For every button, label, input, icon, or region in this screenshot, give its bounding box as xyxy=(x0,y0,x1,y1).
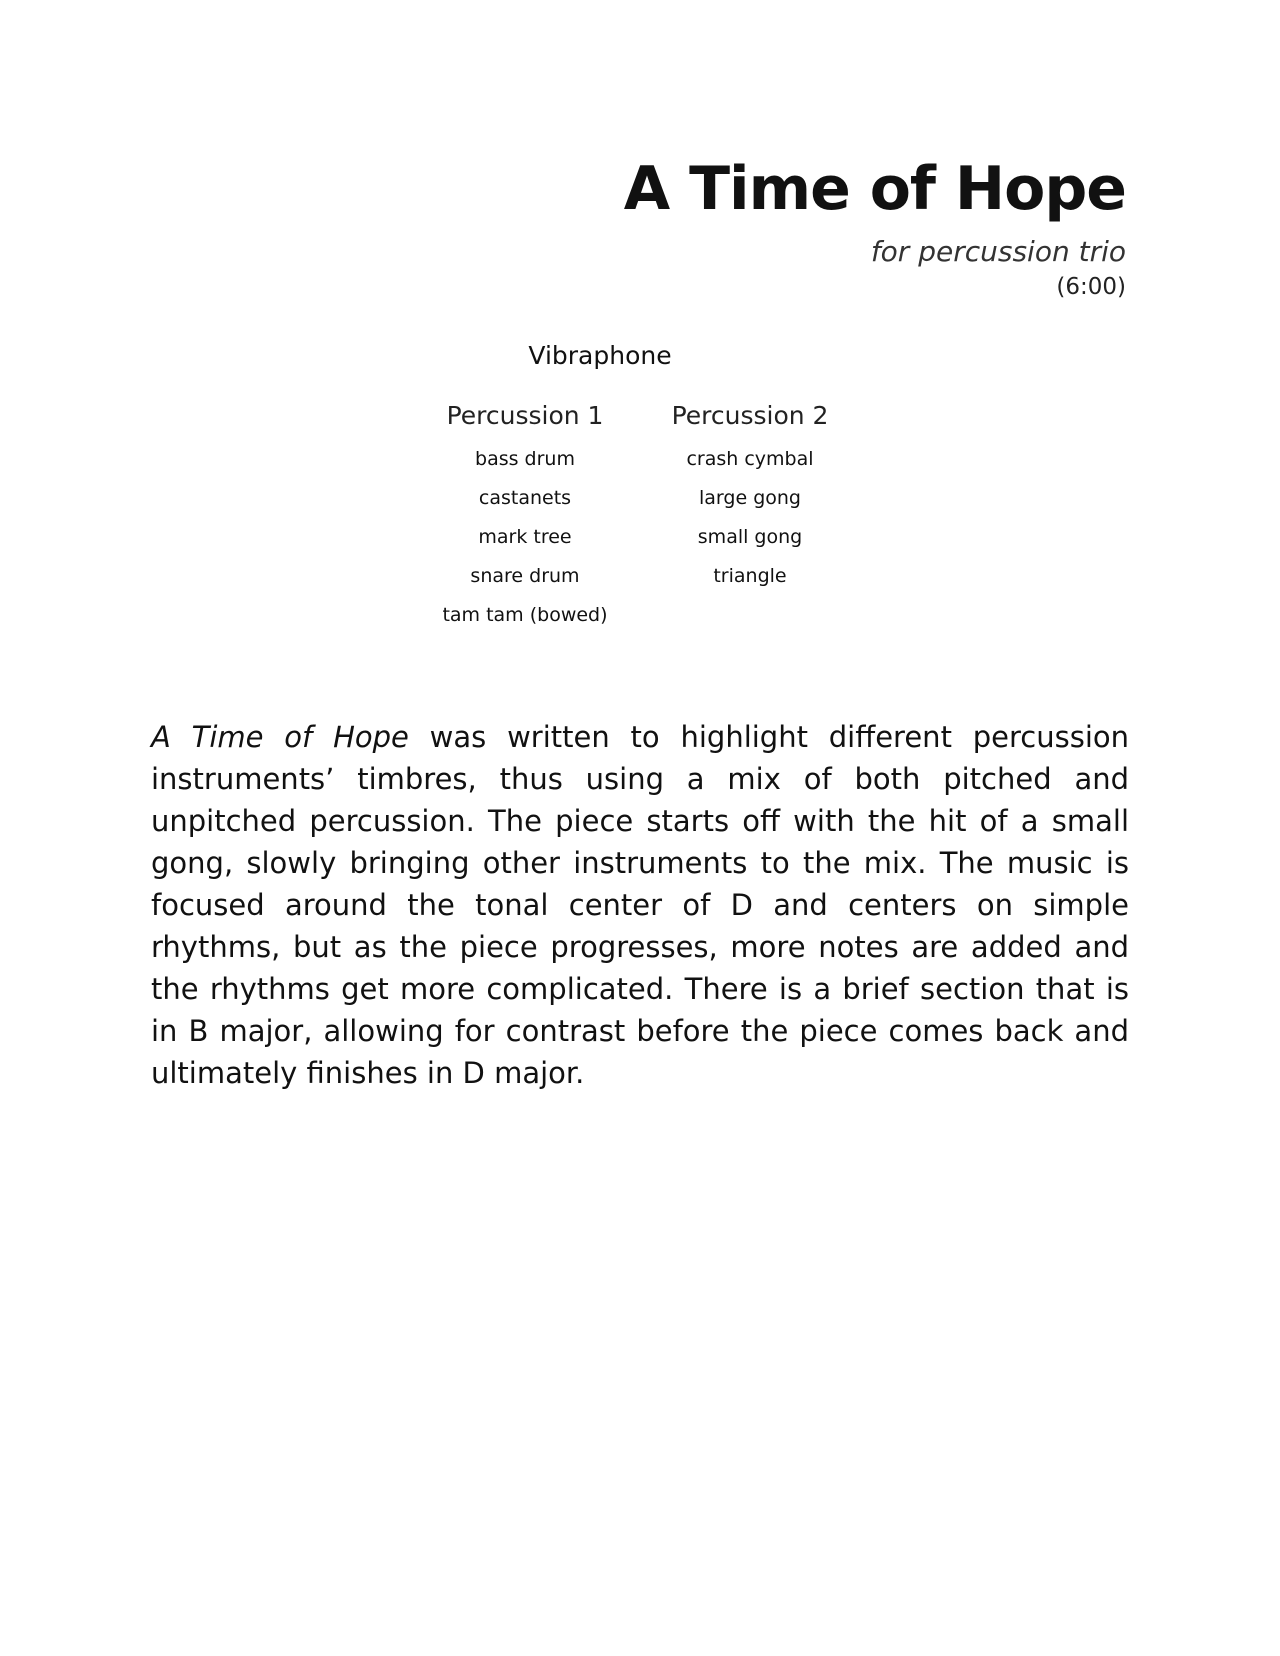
list-item: bass drum xyxy=(475,448,575,470)
percussion-2-heading: Percussion 2 xyxy=(671,401,829,430)
list-item: snare drum xyxy=(470,565,580,587)
list-item: crash cymbal xyxy=(686,448,814,470)
list-item: small gong xyxy=(697,526,803,548)
percussion-1-heading: Percussion 1 xyxy=(446,401,604,430)
list-item: large gong xyxy=(699,487,801,509)
program-note-text: was written to highlight different percussion instruments’ timbres, thus using a mix of both pitched and unpitched percussion. The piece starts off with the hit of a small gong, slowly bringing other instruments to the mix. The music is focused around the tonal center of D and centers on simple rhythms, but as the piece progresses, more notes are added and the rhythms get more complicated. There is a brief section that is in B major, allowing for contrast before the piece comes back and ultimately finishes in D major. xyxy=(151,720,1129,1090)
vibraphone-label: Vibraphone xyxy=(528,341,672,370)
list-item: castanets xyxy=(478,487,572,509)
program-note-title: A Time of Hope xyxy=(151,720,409,754)
title-block xyxy=(624,150,1126,302)
subtitle: for percussion trio xyxy=(870,235,1126,268)
program-note xyxy=(151,716,1129,1094)
duration: (6:00) xyxy=(1056,274,1126,300)
percussion-1-column xyxy=(410,398,640,635)
list-item: mark tree xyxy=(478,526,572,548)
page-title: A Time of Hope xyxy=(623,154,1126,224)
percussion-1-list xyxy=(410,440,640,635)
percussion-2-list xyxy=(635,440,865,596)
list-item: triangle xyxy=(713,565,787,587)
percussion-2-column xyxy=(635,398,865,596)
list-item: tam tam (bowed) xyxy=(442,604,608,626)
